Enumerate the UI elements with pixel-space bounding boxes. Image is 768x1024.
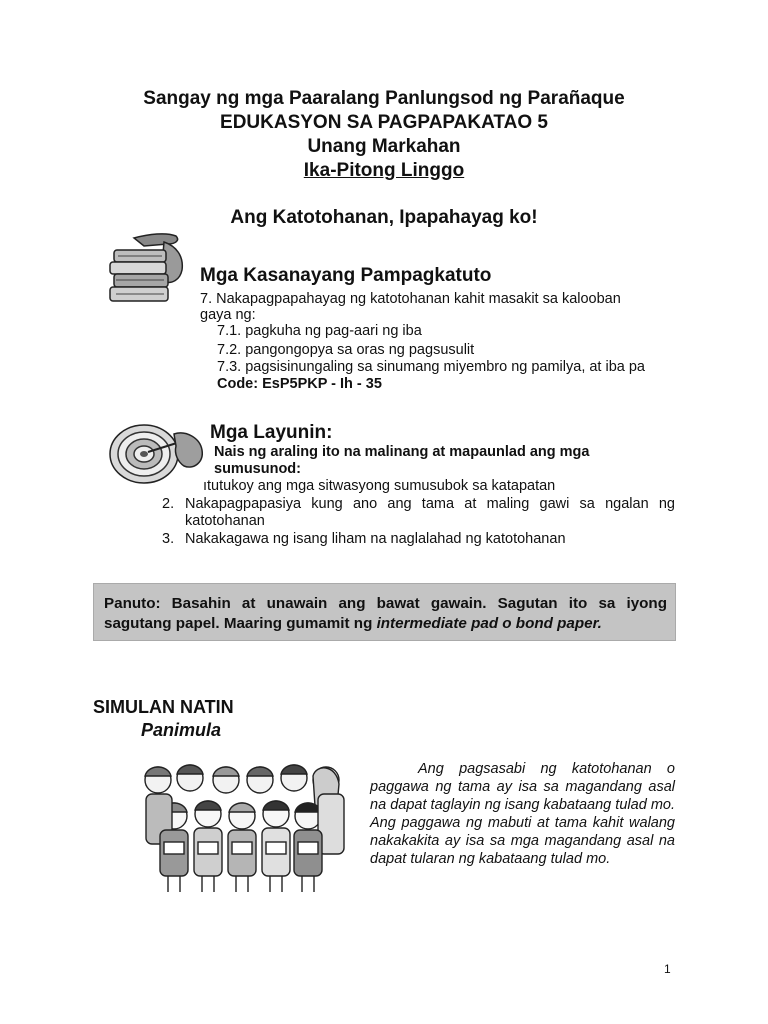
skill-sub-item: 7.2. pangongopya sa oras ng pagsusulit [217,342,475,358]
objectives-intro-line1: Nais ng araling ito na malinang at mapaunlad ang mga [214,444,590,460]
intro-paragraph: Ang pagsasabi ng katotohanan o paggawa ng tama ay isa sa magandang asal na dapat taglayin ng isang kabataang tulad mo. Ang paggawa ng mabuti at tama kahit walang nakakakita ay isa sa mga magandang asal na dapat tularan ng kabataang tulad mo. [370,761,675,867]
skill-code: Code: EsP5PKP - Ih - 35 [217,376,382,392]
objectives-intro-line2: sumusunod: [214,461,301,477]
objective-item-1: ıtutukoy ang mga sitwasyong sumusubok sa katapatan [203,478,556,494]
objective-number-2: 2. [162,496,175,512]
skills-title: Mga Kasanayang Pampagkatuto [200,265,492,286]
skill-sub-item: 7.3. pagsisinungaling sa sinumang miyembro ng pamilya, at iba pa [217,359,645,375]
target-dart-icon [108,420,208,486]
children-choir-illustration [138,762,350,896]
section-subtitle-panimula: Panimula [141,720,222,740]
instructions-line2: sagutang papel. Maaring gumamit ng intermediate pad o bond paper. [104,615,602,632]
instructions-line1: Panuto: Basahin at unawain ang bawat gawain. Sagutan ito sa iyong [104,595,667,612]
objective-number-3: 3. [162,531,175,547]
skill-main-line2: gaya ng: [200,307,256,323]
skill-main-line1: 7. Nakapagpapahayag ng katotohanan kahit masakit sa kalooban [200,291,621,307]
lesson-title: Ang Katotohanan, Ipapahayag ko! [230,207,538,228]
week-heading: Ika-Pitong Linggo [303,160,465,181]
quarter-heading: Unang Markahan [307,136,461,157]
section-title-simulan: SIMULAN NATIN [93,697,234,717]
skill-sub-item: 7.1. pagkuha ng pag-aari ng iba [217,323,422,339]
page-number: 1 [664,962,671,976]
objectives-title: Mga Layunin: [210,422,333,443]
objective-item-2a: Nakapagpapasiya kung ano ang tama at maling gawi sa ngalan ng [185,496,675,512]
objective-item-3: Nakakagawa ng isang liham na naglalahad ng katotohanan [185,531,566,547]
subject-heading: EDUKASYON SA PAGPAPAKATAO 5 [220,112,548,133]
books-hand-icon [104,232,190,306]
instructions-box [93,583,676,641]
school-division-heading: Sangay ng mga Paaralang Panlungsod ng Parañaque [143,88,625,109]
objective-item-2b: katotohanan [185,513,265,529]
